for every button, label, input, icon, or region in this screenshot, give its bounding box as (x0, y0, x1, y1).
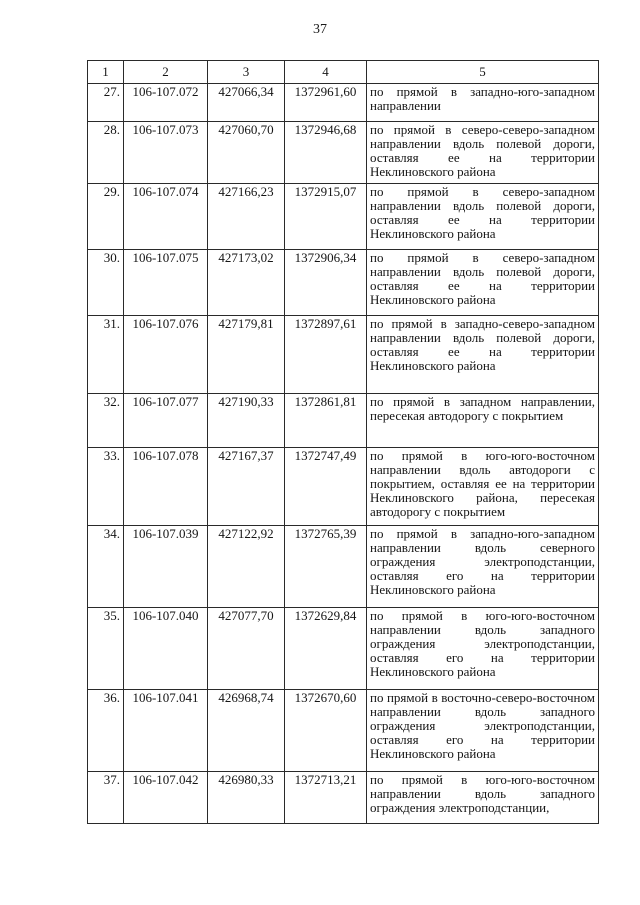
coordinate-x: 427173,02 (208, 250, 285, 316)
table-row (88, 772, 599, 824)
row-number: 32. (88, 394, 124, 448)
coordinate-y: 1372861,81 (285, 394, 367, 448)
point-code: 106-107.077 (124, 394, 208, 448)
coordinate-y: 1372713,21 (285, 772, 367, 824)
coordinate-x: 427166,23 (208, 184, 285, 250)
row-number: 34. (88, 526, 124, 608)
coordinate-x: 427167,37 (208, 448, 285, 526)
column-header: 5 (367, 61, 599, 84)
coordinate-y: 1372915,07 (285, 184, 367, 250)
point-code: 106-107.078 (124, 448, 208, 526)
row-number: 31. (88, 316, 124, 394)
row-number: 28. (88, 122, 124, 184)
table-row (88, 184, 599, 250)
point-code: 106-107.040 (124, 608, 208, 690)
coordinate-y: 1372946,68 (285, 122, 367, 184)
coordinate-x: 427077,70 (208, 608, 285, 690)
boundary-description: по прямой в северо-западном направлении вдоль полевой дороги, оставляя ее на территории Неклиновского района (367, 184, 599, 250)
point-code: 106-107.072 (124, 84, 208, 122)
coordinate-y: 1372897,61 (285, 316, 367, 394)
coordinate-y: 1372747,49 (285, 448, 367, 526)
boundary-description: по прямой в западно-юго-западном направлении вдоль северного ограждения электроподстанции, оставляя его на территории Неклиновского района (367, 526, 599, 608)
table-row (88, 394, 599, 448)
coordinate-x: 426980,33 (208, 772, 285, 824)
table-row (88, 608, 599, 690)
column-header: 3 (208, 61, 285, 84)
boundary-description: по прямой в северо-западном направлении вдоль полевой дороги, оставляя ее на территории Неклиновского района (367, 250, 599, 316)
coordinate-y: 1372961,60 (285, 84, 367, 122)
boundary-description: по прямой в юго-юго-восточном направлении вдоль западного ограждения электроподстанции, (367, 772, 599, 824)
coordinate-y: 1372670,60 (285, 690, 367, 772)
boundary-description: по прямой в западно-северо-западном направлении вдоль полевой дороги, оставляя ее на территории Неклиновского района (367, 316, 599, 394)
column-header: 4 (285, 61, 367, 84)
coordinate-x: 427066,34 (208, 84, 285, 122)
table-row (88, 448, 599, 526)
row-number: 35. (88, 608, 124, 690)
point-code: 106-107.039 (124, 526, 208, 608)
point-code: 106-107.042 (124, 772, 208, 824)
boundary-description: по прямой в юго-юго-восточном направлении вдоль автодороги с покрытием, оставляя ее на территории Неклиновского района, пересекая автодорогу с покрытием (367, 448, 599, 526)
point-code: 106-107.073 (124, 122, 208, 184)
point-code: 106-107.076 (124, 316, 208, 394)
table-row (88, 122, 599, 184)
coordinate-y: 1372629,84 (285, 608, 367, 690)
table-body (88, 84, 599, 824)
coordinate-x: 427122,92 (208, 526, 285, 608)
coordinate-x: 426968,74 (208, 690, 285, 772)
row-number: 29. (88, 184, 124, 250)
table-header-row (88, 61, 599, 84)
coordinate-y: 1372906,34 (285, 250, 367, 316)
boundary-description: по прямой в западно-юго-западном направлении (367, 84, 599, 122)
boundary-description: по прямой в восточно-северо-восточном направлении вдоль западного ограждения электроподстанции, оставляя его на территории Неклиновского района (367, 690, 599, 772)
row-number: 30. (88, 250, 124, 316)
row-number: 27. (88, 84, 124, 122)
column-header: 2 (124, 61, 208, 84)
coordinate-x: 427060,70 (208, 122, 285, 184)
coordinate-x: 427190,33 (208, 394, 285, 448)
table-row (88, 690, 599, 772)
column-header: 1 (88, 61, 124, 84)
boundary-points-table (87, 60, 599, 824)
row-number: 33. (88, 448, 124, 526)
boundary-description: по прямой в западном направлении, пересекая автодорогу с покрытием (367, 394, 599, 448)
point-code: 106-107.041 (124, 690, 208, 772)
table-row (88, 84, 599, 122)
row-number: 37. (88, 772, 124, 824)
table-row (88, 316, 599, 394)
coordinate-y: 1372765,39 (285, 526, 367, 608)
table-row (88, 526, 599, 608)
boundary-description: по прямой в северо-северо-западном направлении вдоль полевой дороги, оставляя ее на территории Неклиновского района (367, 122, 599, 184)
page-number: 37 (313, 22, 327, 37)
row-number: 36. (88, 690, 124, 772)
coordinate-x: 427179,81 (208, 316, 285, 394)
table-row (88, 250, 599, 316)
boundary-description: по прямой в юго-юго-восточном направлении вдоль западного ограждения электроподстанции, оставляя его на территории Неклиновского района (367, 608, 599, 690)
point-code: 106-107.075 (124, 250, 208, 316)
point-code: 106-107.074 (124, 184, 208, 250)
